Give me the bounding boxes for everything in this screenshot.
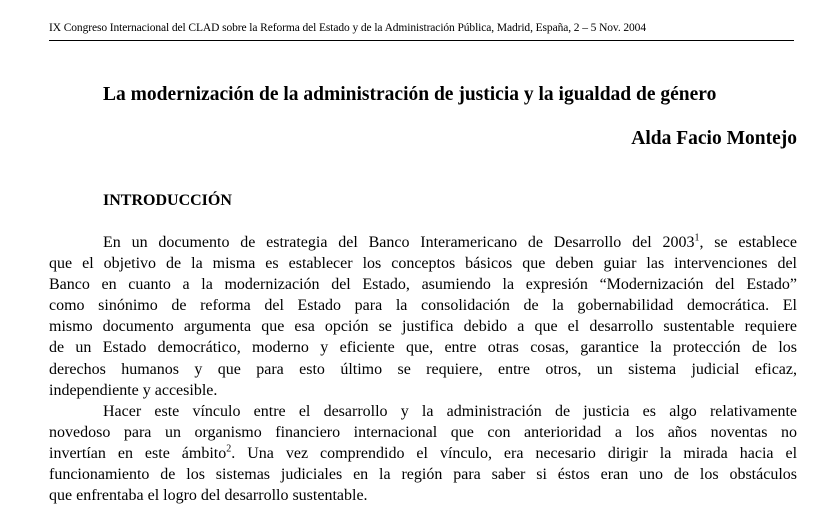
paragraph-1-text: , se establece [699, 234, 797, 251]
footnote-ref-2: 2 [226, 443, 232, 455]
paragraph-1-line-2: que el objetivo de la misma es establecer los conceptos básicos que deben guiar las intervenciones del [49, 255, 797, 273]
author-name: Alda Facio Montejo [631, 128, 797, 149]
paragraph-1-line-5: mismo documento argumenta que esa opción se justifica debido a que el desarrollo sustentable requiere [49, 318, 797, 336]
body-text [49, 232, 797, 506]
footnote-ref-1: 1 [694, 232, 700, 244]
paragraph-1-line-7: derechos humanos y que para esto último se requiere, entre otros, un sistema judicial eficaz, [49, 360, 797, 378]
running-header: IX Congreso Internacional del CLAD sobre la Reforma del Estado y de la Administración Pública, Madrid, España, 2 – 5 Nov. 2004 [49, 22, 646, 34]
document-title: La modernización de la administración de justicia y la igualdad de género [103, 84, 717, 105]
paragraph-2-line-4: funcionamiento de los sistemas judiciales en la región para saber si éstos eran uno de los obstáculos [49, 466, 797, 484]
paragraph-2 [49, 401, 797, 506]
paragraph-1-text: En un documento de estrategia del Banco Interamericano de Desarrollo del 2003 [103, 234, 695, 251]
paragraph-2-text: invertían en este ámbito [49, 444, 227, 462]
paragraph-1-line-4: como sinónimo de reforma del Estado para la consolidación de la gobernabilidad democrática. El [49, 297, 797, 315]
header-rule [49, 40, 794, 41]
paragraph-2-line-2: novedoso para un organismo financiero internacional que con anterioridad a los años noventas no [49, 423, 797, 441]
paragraph-1-line-8: independiente y accesible. [49, 381, 218, 399]
paragraph-1-line-6: de un Estado democrático, moderno y eficiente que, entre otras cosas, garantice la protección de los [49, 339, 797, 357]
paragraph-2-line-3 [49, 443, 797, 464]
paragraph-2-line-5: que enfrentaba el logro del desarrollo sustentable. [49, 487, 368, 505]
paragraph-2-line-1: Hacer este vínculo entre el desarrollo y la administración de justicia es algo relativamente [103, 402, 797, 420]
paragraph-2-text: . Una vez comprendido el vínculo, era necesario dirigir la mirada hacia el [231, 444, 798, 462]
paragraph-1 [49, 232, 797, 401]
paragraph-1-line-1 [49, 232, 797, 253]
section-heading: INTRODUCCIÓN [103, 192, 232, 209]
paragraph-1-line-3: Banco en cuanto a la modernización del Estado, asumiendo la expresión “Modernización del Estado” [49, 276, 797, 294]
